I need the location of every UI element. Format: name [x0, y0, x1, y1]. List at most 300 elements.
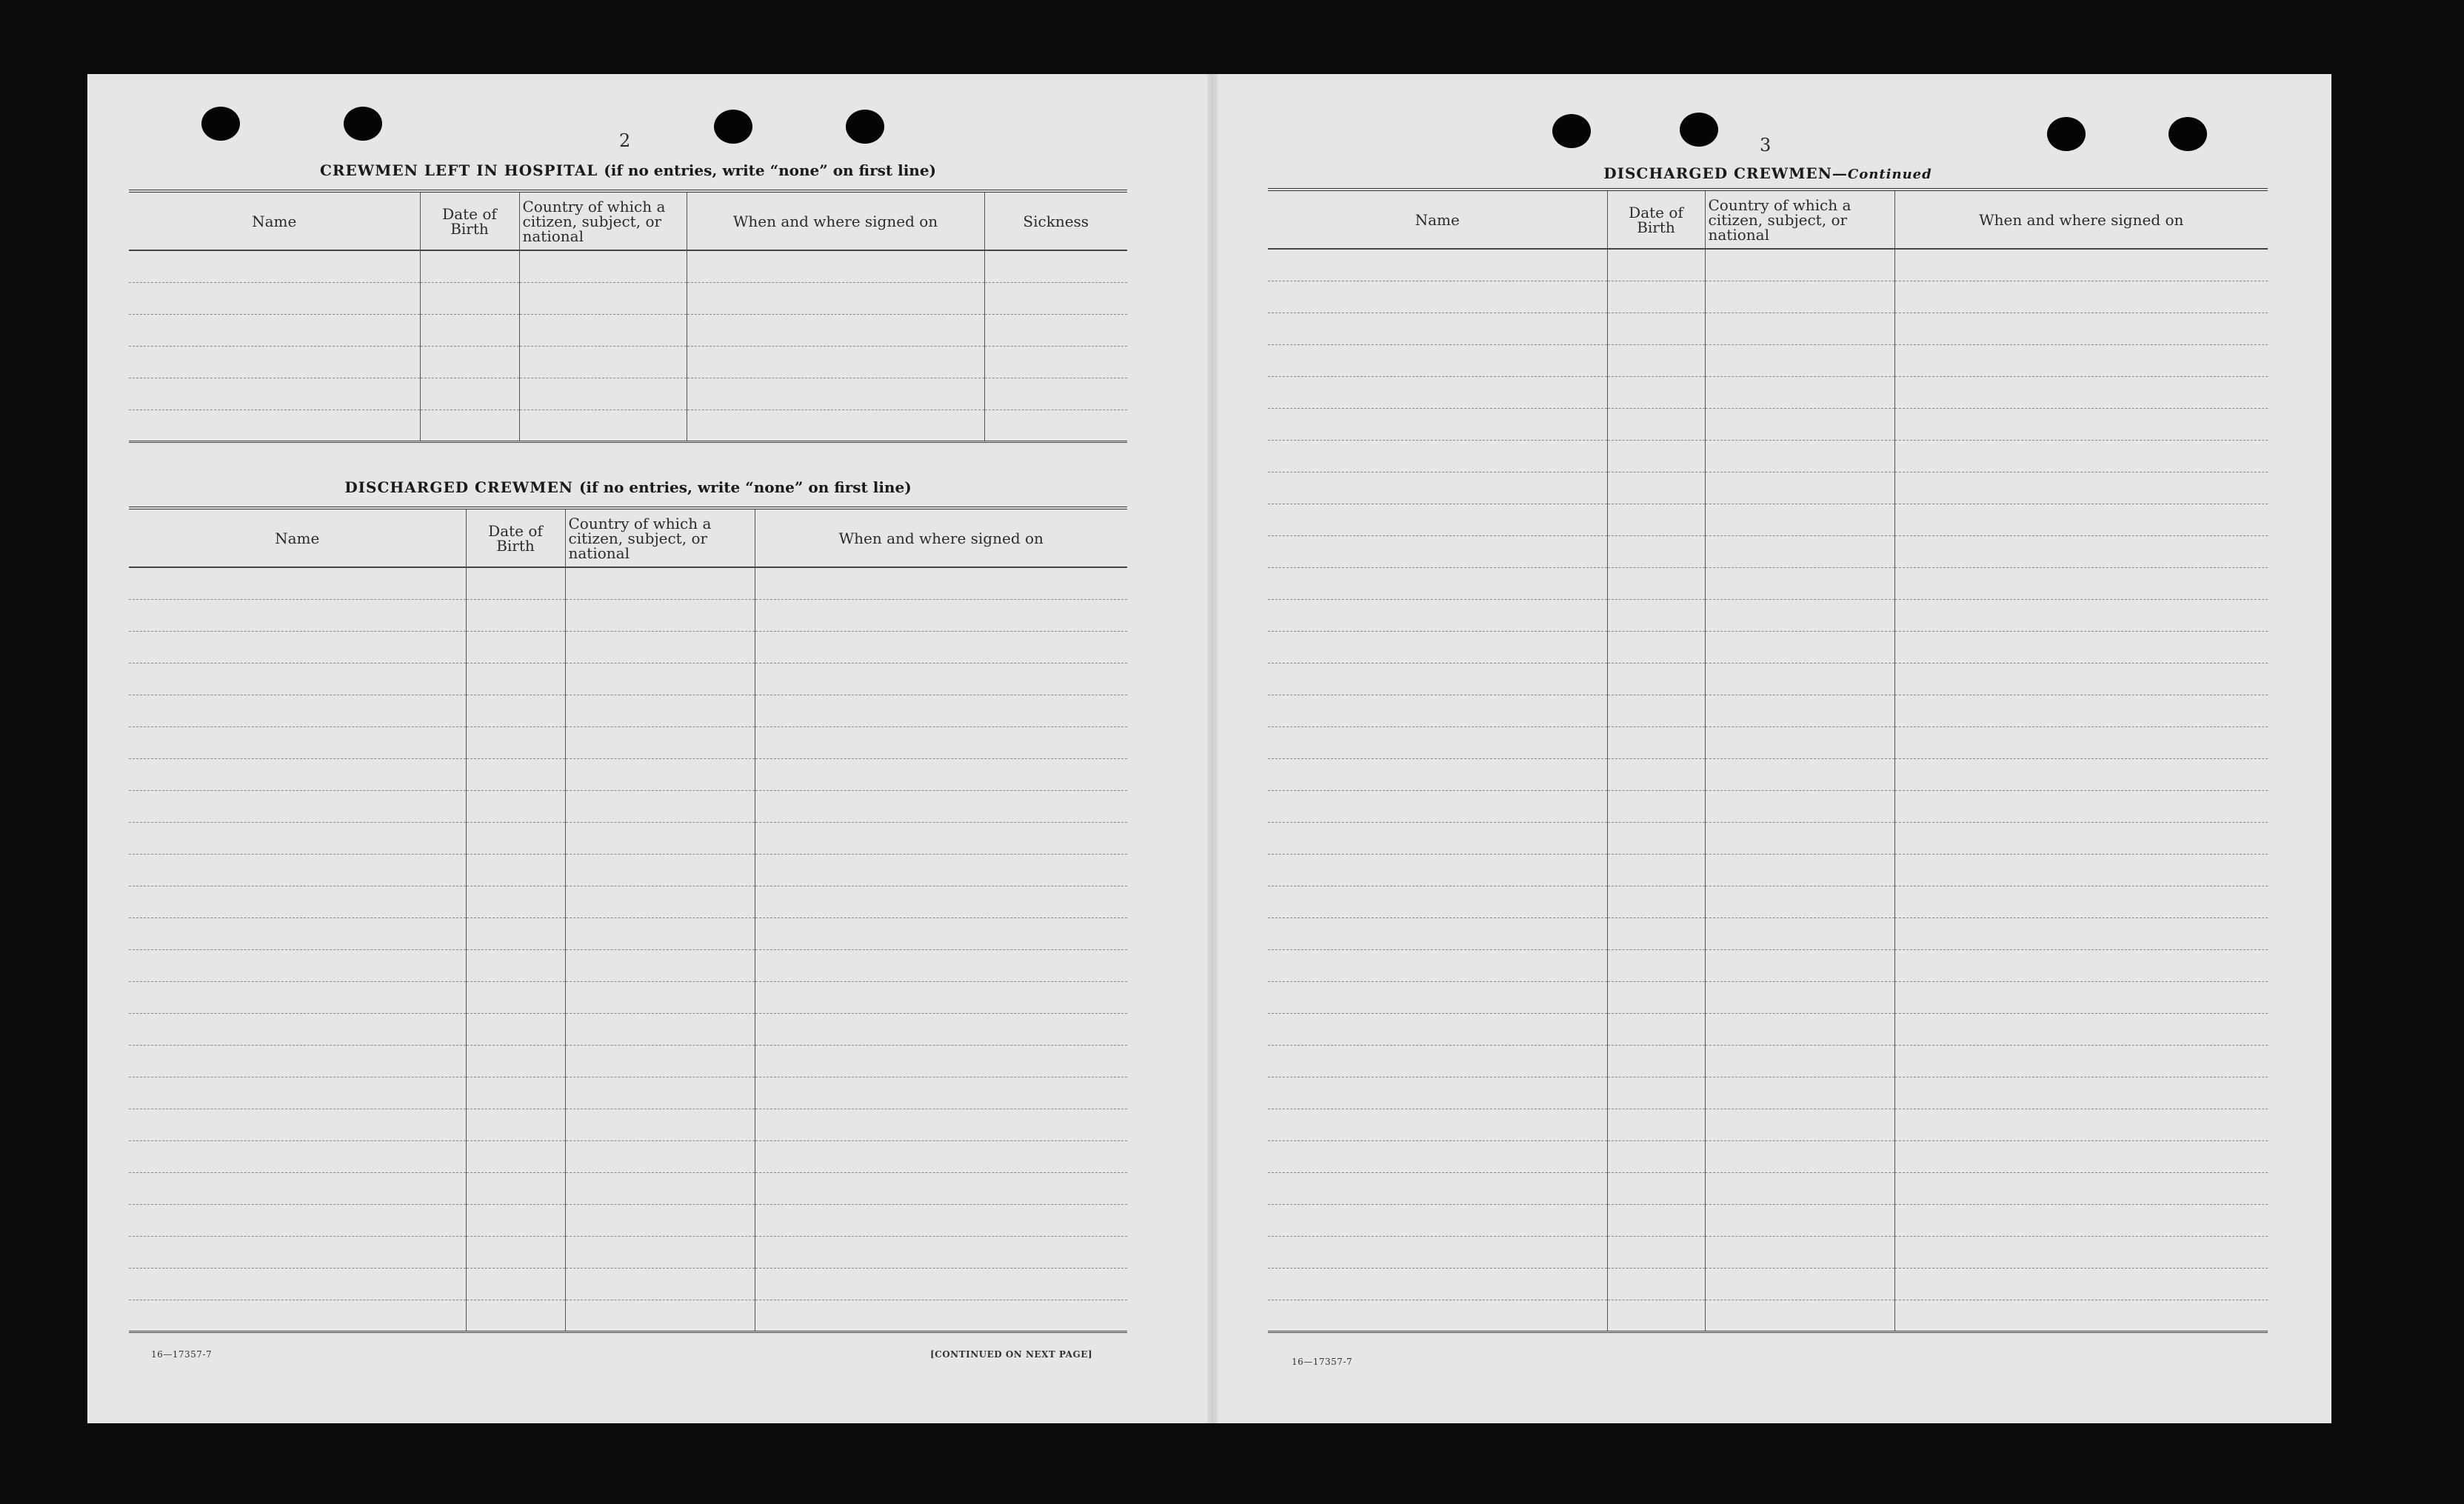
discharged-continued-header-row — [1268, 190, 2268, 249]
table-cell[interactable] — [984, 346, 1127, 378]
table-cell[interactable] — [129, 1077, 466, 1109]
table-cell[interactable] — [1268, 472, 1607, 504]
table-cell[interactable] — [565, 1204, 755, 1236]
table-row — [129, 1204, 1127, 1236]
table-cell[interactable] — [687, 346, 984, 378]
table-cell[interactable] — [466, 695, 565, 726]
table-cell[interactable] — [1607, 1045, 1705, 1077]
table-cell[interactable] — [1268, 918, 1607, 949]
page-number-right: 3 — [1760, 135, 1772, 156]
hospital-note: (if no entries, write “none” on first line) — [604, 161, 937, 179]
table-cell[interactable] — [1268, 249, 1607, 281]
table-cell[interactable] — [984, 282, 1127, 314]
table-row — [1268, 249, 2268, 281]
table-cell[interactable] — [1268, 567, 1607, 599]
table-cell[interactable] — [755, 1268, 1127, 1300]
table-cell[interactable] — [1607, 854, 1705, 886]
table-cell[interactable] — [129, 1236, 466, 1268]
table-cell[interactable] — [466, 726, 565, 758]
table-cell[interactable] — [1607, 1204, 1705, 1236]
table-cell[interactable] — [129, 631, 466, 663]
table-cell[interactable] — [1894, 535, 2268, 567]
table-cell[interactable] — [1607, 949, 1705, 981]
table-cell[interactable] — [755, 918, 1127, 949]
punch-hole — [344, 107, 382, 141]
table-cell[interactable] — [466, 981, 565, 1013]
table-cell[interactable] — [1894, 854, 2268, 886]
table-cell[interactable] — [565, 1268, 755, 1300]
table-cell[interactable] — [1268, 886, 1607, 918]
table-cell[interactable] — [984, 250, 1127, 282]
table-cell[interactable] — [420, 410, 519, 441]
table-cell[interactable] — [1894, 758, 2268, 790]
table-cell[interactable] — [1268, 695, 1607, 726]
table-cell[interactable] — [1894, 1013, 2268, 1045]
table-cell[interactable] — [1268, 599, 1607, 631]
table-cell[interactable] — [466, 1109, 565, 1140]
table-cell[interactable] — [1894, 1172, 2268, 1204]
table-cell[interactable] — [1268, 344, 1607, 376]
table-cell[interactable] — [1607, 1300, 1705, 1331]
table-cell[interactable] — [129, 695, 466, 726]
table-cell[interactable] — [1268, 822, 1607, 854]
table-cell[interactable] — [1607, 631, 1705, 663]
table-cell[interactable] — [466, 1013, 565, 1045]
table-cell[interactable] — [565, 981, 755, 1013]
table-cell[interactable] — [420, 378, 519, 410]
table-cell[interactable] — [519, 314, 687, 346]
table-row — [1268, 1140, 2268, 1172]
table-cell[interactable] — [1607, 535, 1705, 567]
table-cell[interactable] — [565, 886, 755, 918]
table-cell[interactable] — [129, 250, 420, 282]
table-cell[interactable] — [129, 1140, 466, 1172]
table-cell[interactable] — [565, 1236, 755, 1268]
table-cell[interactable] — [1607, 981, 1705, 1013]
table-cell[interactable] — [1705, 1077, 1894, 1109]
table-cell[interactable] — [1268, 408, 1607, 440]
table-row — [1268, 1268, 2268, 1300]
table-row — [1268, 822, 2268, 854]
table-cell[interactable] — [1705, 1172, 1894, 1204]
table-cell[interactable] — [755, 822, 1127, 854]
table-cell[interactable] — [1607, 567, 1705, 599]
table-cell[interactable] — [1705, 790, 1894, 822]
table-cell[interactable] — [1894, 1077, 2268, 1109]
table-cell[interactable] — [129, 1045, 466, 1077]
table-cell[interactable] — [1268, 1077, 1607, 1109]
table-cell[interactable] — [1268, 631, 1607, 663]
table-cell[interactable] — [1268, 1268, 1607, 1300]
table-cell[interactable] — [1607, 758, 1705, 790]
table-cell[interactable] — [466, 1268, 565, 1300]
table-cell[interactable] — [1705, 1300, 1894, 1331]
table-cell[interactable] — [466, 567, 565, 599]
table-cell[interactable] — [1894, 918, 2268, 949]
table-cell[interactable] — [1894, 376, 2268, 408]
table-cell[interactable] — [1894, 567, 2268, 599]
table-cell[interactable] — [1894, 695, 2268, 726]
table-cell[interactable] — [565, 1109, 755, 1140]
table-cell[interactable] — [1705, 344, 1894, 376]
discharged-continued-table — [1268, 188, 2268, 1333]
table-cell[interactable] — [1268, 1172, 1607, 1204]
table-cell[interactable] — [565, 1140, 755, 1172]
table-cell[interactable] — [755, 949, 1127, 981]
table-cell[interactable] — [755, 1045, 1127, 1077]
table-cell[interactable] — [565, 599, 755, 631]
table-cell[interactable] — [755, 567, 1127, 599]
table-cell[interactable] — [565, 1172, 755, 1204]
table-cell[interactable] — [129, 981, 466, 1013]
table-cell[interactable] — [129, 918, 466, 949]
table-cell[interactable] — [1705, 1236, 1894, 1268]
table-cell[interactable] — [1268, 1300, 1607, 1331]
table-cell[interactable] — [1705, 440, 1894, 472]
table-cell[interactable] — [1607, 376, 1705, 408]
table-cell[interactable] — [1607, 504, 1705, 535]
table-cell[interactable] — [1705, 567, 1894, 599]
table-cell[interactable] — [1268, 1236, 1607, 1268]
table-cell[interactable] — [1894, 790, 2268, 822]
table-row — [1268, 1204, 2268, 1236]
table-cell[interactable] — [129, 567, 466, 599]
table-cell[interactable] — [1705, 918, 1894, 949]
table-cell[interactable] — [129, 1109, 466, 1140]
table-cell[interactable] — [1607, 408, 1705, 440]
table-cell[interactable] — [129, 282, 420, 314]
table-cell[interactable] — [1705, 408, 1894, 440]
table-cell[interactable] — [1268, 790, 1607, 822]
table-cell[interactable] — [565, 758, 755, 790]
table-cell[interactable] — [1268, 504, 1607, 535]
table-cell[interactable] — [1894, 344, 2268, 376]
table-cell[interactable] — [1705, 1013, 1894, 1045]
table-cell[interactable] — [1894, 440, 2268, 472]
table-cell[interactable] — [687, 282, 984, 314]
table-row — [129, 282, 1127, 314]
table-row — [1268, 1077, 2268, 1109]
table-row — [129, 695, 1127, 726]
table-cell[interactable] — [129, 854, 466, 886]
table-cell[interactable] — [1894, 886, 2268, 918]
table-cell[interactable] — [129, 410, 420, 441]
table-cell[interactable] — [755, 726, 1127, 758]
table-cell[interactable] — [565, 1077, 755, 1109]
table-cell[interactable] — [519, 378, 687, 410]
table-cell[interactable] — [129, 1204, 466, 1236]
table-cell[interactable] — [1607, 663, 1705, 695]
table-cell[interactable] — [565, 918, 755, 949]
hospital-header-row — [129, 191, 1127, 250]
table-cell[interactable] — [519, 250, 687, 282]
table-cell[interactable] — [466, 1140, 565, 1172]
table-row — [1268, 1236, 2268, 1268]
punch-hole — [1680, 113, 1718, 147]
table-cell[interactable] — [565, 1045, 755, 1077]
table-cell[interactable] — [466, 790, 565, 822]
table-cell[interactable] — [519, 346, 687, 378]
table-cell[interactable] — [1607, 249, 1705, 281]
table-cell[interactable] — [1894, 1140, 2268, 1172]
table-cell[interactable] — [420, 250, 519, 282]
table-cell[interactable] — [1607, 695, 1705, 726]
table-row — [1268, 567, 2268, 599]
table-row — [129, 1172, 1127, 1204]
table-cell[interactable] — [466, 1077, 565, 1109]
table-cell[interactable] — [565, 822, 755, 854]
table-row — [1268, 1013, 2268, 1045]
table-cell[interactable] — [755, 1140, 1127, 1172]
table-cell[interactable] — [466, 918, 565, 949]
table-cell[interactable] — [1268, 440, 1607, 472]
table-row — [129, 1045, 1127, 1077]
table-cell[interactable] — [1268, 1045, 1607, 1077]
table-cell[interactable] — [1268, 726, 1607, 758]
table-cell[interactable] — [129, 949, 466, 981]
table-cell[interactable] — [1268, 949, 1607, 981]
table-cell[interactable] — [1607, 918, 1705, 949]
table-cell[interactable] — [1607, 1013, 1705, 1045]
table-cell[interactable] — [420, 282, 519, 314]
table-cell[interactable] — [1705, 1268, 1894, 1300]
table-cell[interactable] — [1607, 1140, 1705, 1172]
table-cell[interactable] — [466, 822, 565, 854]
table-cell[interactable] — [755, 1300, 1127, 1331]
table-cell[interactable] — [1705, 1045, 1894, 1077]
form-number-right: 16—17357-7 — [1292, 1357, 1353, 1367]
table-cell[interactable] — [1894, 1045, 2268, 1077]
table-cell[interactable] — [565, 567, 755, 599]
table-cell[interactable] — [466, 631, 565, 663]
table-cell[interactable] — [1268, 1013, 1607, 1045]
table-cell[interactable] — [1894, 472, 2268, 504]
table-cell[interactable] — [1705, 758, 1894, 790]
table-cell[interactable] — [1705, 281, 1894, 313]
table-cell[interactable] — [755, 663, 1127, 695]
table-cell[interactable] — [1268, 1140, 1607, 1172]
table-cell[interactable] — [466, 1300, 565, 1331]
table-cell[interactable] — [1705, 376, 1894, 408]
table-cell[interactable] — [1607, 1172, 1705, 1204]
table-cell[interactable] — [466, 854, 565, 886]
table-cell[interactable] — [1705, 472, 1894, 504]
table-cell[interactable] — [466, 1236, 565, 1268]
table-cell[interactable] — [1894, 726, 2268, 758]
table-cell[interactable] — [129, 599, 466, 631]
table-row — [129, 1300, 1127, 1331]
table-row — [129, 1077, 1127, 1109]
table-cell[interactable] — [1705, 631, 1894, 663]
table-cell[interactable] — [984, 410, 1127, 441]
table-cell[interactable] — [129, 790, 466, 822]
column-header-signed-on: When and where signed on — [755, 508, 1127, 567]
table-cell[interactable] — [1894, 504, 2268, 535]
table-cell[interactable] — [1894, 599, 2268, 631]
table-cell[interactable] — [1607, 822, 1705, 854]
table-row — [1268, 408, 2268, 440]
table-cell[interactable] — [755, 886, 1127, 918]
table-cell[interactable] — [1894, 281, 2268, 313]
table-cell[interactable] — [466, 663, 565, 695]
table-cell[interactable] — [1894, 981, 2268, 1013]
table-cell[interactable] — [565, 726, 755, 758]
table-cell[interactable] — [466, 1204, 565, 1236]
table-cell[interactable] — [1268, 981, 1607, 1013]
table-cell[interactable] — [1705, 663, 1894, 695]
table-cell[interactable] — [687, 410, 984, 441]
table-cell[interactable] — [565, 949, 755, 981]
table-cell[interactable] — [129, 1172, 466, 1204]
table-cell[interactable] — [755, 1204, 1127, 1236]
table-cell[interactable] — [984, 378, 1127, 410]
table-cell[interactable] — [129, 1268, 466, 1300]
table-row — [129, 726, 1127, 758]
table-cell[interactable] — [755, 854, 1127, 886]
table-cell[interactable] — [687, 314, 984, 346]
table-cell[interactable] — [1705, 949, 1894, 981]
table-cell[interactable] — [1894, 822, 2268, 854]
table-cell[interactable] — [755, 1077, 1127, 1109]
table-cell[interactable] — [129, 378, 420, 410]
table-cell[interactable] — [1705, 886, 1894, 918]
table-cell[interactable] — [1894, 313, 2268, 344]
table-cell[interactable] — [1705, 249, 1894, 281]
table-cell[interactable] — [466, 758, 565, 790]
table-cell[interactable] — [755, 1109, 1127, 1140]
discharged-section-title — [129, 478, 1127, 496]
table-cell[interactable] — [1705, 822, 1894, 854]
table-cell[interactable] — [1268, 1204, 1607, 1236]
table-cell[interactable] — [755, 981, 1127, 1013]
table-cell[interactable] — [1705, 726, 1894, 758]
table-cell[interactable] — [1607, 344, 1705, 376]
table-cell[interactable] — [565, 1013, 755, 1045]
table-cell[interactable] — [129, 726, 466, 758]
table-cell[interactable] — [565, 1300, 755, 1331]
table-cell[interactable] — [129, 1013, 466, 1045]
table-row — [129, 314, 1127, 346]
hospital-section-title — [129, 161, 1127, 179]
table-cell[interactable] — [1705, 981, 1894, 1013]
table-cell[interactable] — [1705, 1204, 1894, 1236]
table-cell[interactable] — [1894, 249, 2268, 281]
table-cell[interactable] — [1894, 631, 2268, 663]
table-cell[interactable] — [420, 314, 519, 346]
table-cell[interactable] — [755, 758, 1127, 790]
table-cell[interactable] — [466, 886, 565, 918]
table-cell[interactable] — [565, 790, 755, 822]
table-cell[interactable] — [129, 346, 420, 378]
table-cell[interactable] — [420, 346, 519, 378]
table-cell[interactable] — [1607, 472, 1705, 504]
table-cell[interactable] — [1607, 1077, 1705, 1109]
table-cell[interactable] — [1607, 886, 1705, 918]
table-cell[interactable] — [755, 1013, 1127, 1045]
table-cell[interactable] — [129, 663, 466, 695]
table-cell[interactable] — [755, 631, 1127, 663]
table-cell[interactable] — [519, 410, 687, 441]
table-cell[interactable] — [565, 663, 755, 695]
table-cell[interactable] — [1894, 1236, 2268, 1268]
table-cell[interactable] — [687, 250, 984, 282]
table-cell[interactable] — [1705, 1140, 1894, 1172]
table-cell[interactable] — [1894, 949, 2268, 981]
table-cell[interactable] — [1607, 1236, 1705, 1268]
table-cell[interactable] — [1268, 313, 1607, 344]
table-cell[interactable] — [1607, 790, 1705, 822]
form-number-left: 16—17357-7 — [151, 1349, 213, 1360]
table-cell[interactable] — [1894, 1268, 2268, 1300]
table-cell[interactable] — [1268, 535, 1607, 567]
table-cell[interactable] — [755, 599, 1127, 631]
table-cell[interactable] — [519, 282, 687, 314]
table-cell[interactable] — [1268, 854, 1607, 886]
table-row — [129, 250, 1127, 282]
page-fold — [1207, 74, 1218, 1423]
table-row — [129, 822, 1127, 854]
column-header-date-of-birth: Date of Birth — [466, 508, 565, 567]
table-cell[interactable] — [1607, 599, 1705, 631]
table-cell[interactable] — [1894, 1204, 2268, 1236]
table-cell[interactable] — [1607, 726, 1705, 758]
table-row — [129, 854, 1127, 886]
table-cell[interactable] — [755, 1236, 1127, 1268]
table-row — [1268, 472, 2268, 504]
table-cell[interactable] — [466, 949, 565, 981]
table-cell[interactable] — [1705, 1109, 1894, 1140]
table-cell[interactable] — [1607, 1268, 1705, 1300]
table-cell[interactable] — [755, 790, 1127, 822]
table-cell[interactable] — [1705, 599, 1894, 631]
table-cell[interactable] — [1268, 376, 1607, 408]
table-cell[interactable] — [755, 695, 1127, 726]
table-cell[interactable] — [1705, 504, 1894, 535]
table-cell[interactable] — [466, 1172, 565, 1204]
table-cell[interactable] — [466, 599, 565, 631]
table-cell[interactable] — [1268, 281, 1607, 313]
table-cell[interactable] — [129, 886, 466, 918]
table-cell[interactable] — [1705, 854, 1894, 886]
table-cell[interactable] — [565, 695, 755, 726]
table-cell[interactable] — [1607, 1109, 1705, 1140]
table-cell[interactable] — [1705, 695, 1894, 726]
table-row — [129, 790, 1127, 822]
table-cell[interactable] — [984, 314, 1127, 346]
table-cell[interactable] — [1894, 663, 2268, 695]
table-cell[interactable] — [565, 854, 755, 886]
table-cell[interactable] — [1705, 535, 1894, 567]
table-cell[interactable] — [1705, 313, 1894, 344]
table-cell[interactable] — [129, 314, 420, 346]
table-cell[interactable] — [1894, 1109, 2268, 1140]
table-cell[interactable] — [1268, 758, 1607, 790]
table-cell[interactable] — [1894, 408, 2268, 440]
table-cell[interactable] — [1268, 663, 1607, 695]
table-cell[interactable] — [1607, 440, 1705, 472]
table-cell[interactable] — [466, 1045, 565, 1077]
table-cell[interactable] — [1607, 281, 1705, 313]
table-cell[interactable] — [129, 758, 466, 790]
table-cell[interactable] — [1268, 1109, 1607, 1140]
table-cell[interactable] — [687, 378, 984, 410]
table-cell[interactable] — [1894, 1300, 2268, 1331]
table-cell[interactable] — [129, 822, 466, 854]
table-cell[interactable] — [1607, 313, 1705, 344]
table-cell[interactable] — [565, 631, 755, 663]
table-cell[interactable] — [129, 1300, 466, 1331]
table-cell[interactable] — [755, 1172, 1127, 1204]
